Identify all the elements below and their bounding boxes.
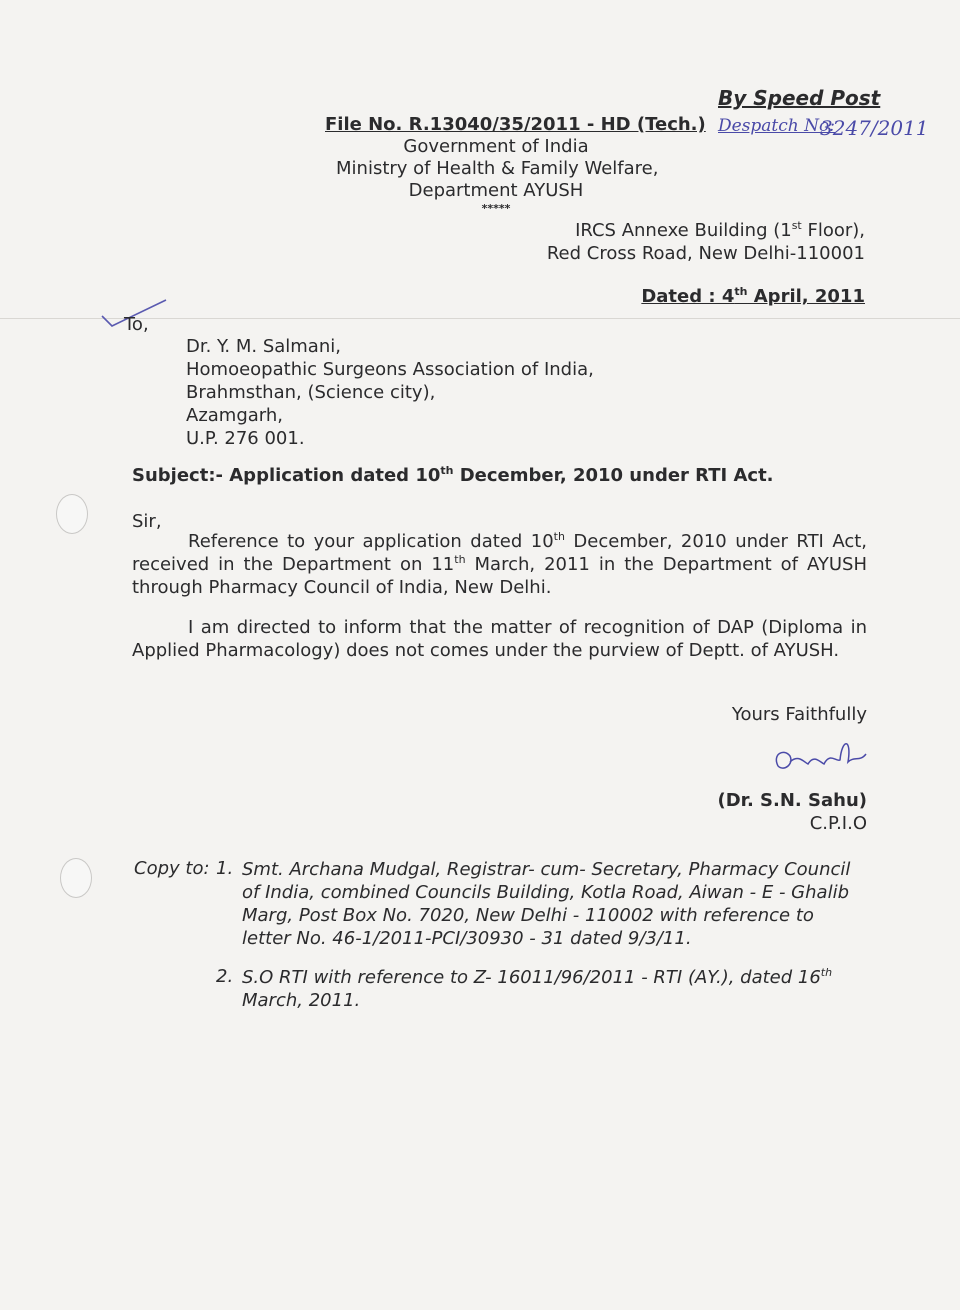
body-paragraph-2: I am directed to inform that the matter of recognition of DAP (Diploma in Applied Pharmacology) does not comes under the purview of Deptt. of AYUSH. [132,617,867,661]
body-paragraph-1: Reference to your application dated 10th December, 2010 under RTI Act, received in the Department on 11th March, 2011 in the Department of AYUSH through Pharmacy Council of India, New Delhi. [132,530,867,598]
speed-post-label: By Speed Post [718,86,881,110]
copy-to-item-2-number: 2. [216,966,234,987]
copy-to-label: Copy to: [134,858,210,879]
org-ministry: Ministry of Health & Family Welfare, [336,158,659,179]
punch-hole-top [56,494,88,534]
signer-title: C.P.I.O [809,813,867,834]
recipient-to: To, [124,314,149,335]
copy-to-item-2-text: S.O RTI with reference to Z- 16011/96/2011 - RTI (AY.), dated 16th March, 2011. [242,966,833,1011]
recipient-name: Dr. Y. M. Salmani, [186,336,341,357]
subject-line: Subject:- Application dated 10th December, 2010 under RTI Act. [132,464,774,486]
signer-name: (Dr. S.N. Sahu) [717,790,867,811]
closing-yours-faithfully: Yours Faithfully [731,704,867,725]
salutation: Sir, [132,511,162,532]
recipient-address1: Brahmsthan, (Science city), [186,382,436,403]
punch-hole-bottom [60,858,92,898]
recipient-city: Azamgarh, [186,405,283,426]
despatch-label-handwritten: Despatch No: [718,116,835,136]
recipient-state-pin: U.P. 276 001. [186,428,305,449]
signature-handwritten [764,732,884,782]
org-government: Government of India [403,136,589,157]
file-number: File No. R.13040/35/2011 - HD (Tech.) [325,114,706,135]
org-department: Department AYUSH [408,180,584,201]
recipient-org: Homoeopathic Surgeons Association of India, [186,359,594,380]
org-separator: ***** [481,202,511,215]
copy-to-item-1-text: Smt. Archana Mudgal, Registrar- cum- Secretary, Pharmacy Council of India, combined Councils Building, Kotla Road, Aiwan - E - Ghalib Marg, Post Box No. 7020, New Delhi - 110002 with reference to letter No. 46-1/2011-PCI/30930 - 31 dated 9/3/11. [242,859,851,949]
letter-date: Dated : 4th April, 2011 [641,285,865,307]
address-from-line1: IRCS Annexe Building (1st Floor), [575,219,865,241]
address-from-line2: Red Cross Road, New Delhi-110001 [546,243,865,264]
despatch-number-handwritten: 3247/2011 [820,116,929,140]
copy-to-item-1-number: 1. [216,858,234,879]
